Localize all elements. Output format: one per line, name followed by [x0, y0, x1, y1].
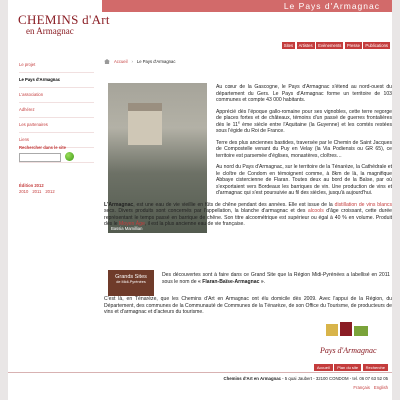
lang-en[interactable]: English	[373, 385, 388, 390]
logo-line2: en Armagnac	[26, 26, 74, 36]
breadcrumb-current: Le Pays d'Armagnac	[136, 59, 176, 64]
nav-evenements[interactable]: Evènements	[318, 43, 342, 48]
grands-sites-badge[interactable]	[108, 270, 154, 296]
search-submit-icon[interactable]	[65, 152, 74, 161]
moyen-age-link[interactable]: Moyen Âge	[119, 221, 145, 227]
distillation-link[interactable]: distillation de vins blancs	[334, 201, 392, 208]
banner	[102, 0, 392, 12]
sidebar-item-pays-armagnac[interactable]: Le Pays d'Armagnac	[19, 73, 94, 88]
address-rest: - 5 quai Jaubert - 32100 CONDOM - tel. 06 07 63 52 05	[280, 376, 388, 381]
footer-recherche[interactable]: Recherche	[363, 364, 388, 371]
edition-years	[19, 189, 59, 194]
armagnac-text4: , il est la plus ancienne eau de vie française.	[144, 221, 245, 227]
footer-links	[312, 364, 388, 371]
photo-caption: Bassia Mamillian	[111, 226, 143, 231]
sidebar-item-association[interactable]: L'association	[19, 88, 94, 103]
grands-sites-end: .	[263, 278, 266, 285]
grands-sites-title: Grands Sites	[115, 274, 147, 280]
page	[8, 0, 392, 400]
language-switcher	[349, 385, 388, 390]
sidebar-item-partenaires[interactable]: Les partenaires	[19, 118, 94, 133]
footer-accueil[interactable]: Accueil	[314, 364, 333, 371]
pays-logo-text: Pays d'Armagnac	[320, 346, 377, 355]
history-text-end: ème siècle entre l'Aquitaine (la Guyenne) et les comtés restées sous l'égide du Roi de France.	[216, 121, 392, 134]
search-input[interactable]	[19, 153, 61, 162]
alcools-link[interactable]: alcools	[307, 208, 324, 214]
armagnac-bold: L'Armagnac	[104, 201, 134, 208]
logo-line1: CHEMINS d'Art	[18, 12, 110, 27]
footer-plan[interactable]: Plan du site	[334, 364, 361, 371]
address-bold: Chemins d'Art en Armagnac	[223, 376, 281, 381]
grands-sites-bold: « Flaran-Baïse-Armagnac »	[197, 278, 264, 285]
search-heading: Rechercher dans le site	[19, 145, 67, 150]
history-paragraph	[216, 109, 392, 135]
armagnac-paragraph	[104, 202, 392, 228]
breadcrumb	[104, 59, 175, 64]
pays-logo-icon	[320, 320, 380, 346]
grands-sites-subtitle: de Midi-Pyrénées	[116, 280, 146, 284]
sidebar-item-liens[interactable]: Liens	[19, 133, 94, 148]
nav-sites[interactable]: Sites	[283, 43, 294, 48]
armagnac-text2: secs. Divers produits sont concernés par l'appellation, la blanche d'armagnac et des	[104, 208, 308, 214]
closing-paragraphs	[104, 296, 392, 321]
breadcrumb-home[interactable]: Accueil	[114, 59, 128, 64]
intro-paragraph: Au cœur de la Gascogne, le Pays d'Armagnac s'étend au nord-ouest du département du Gers. Le Pays d'Armagnac forme un territoire de 103 communes et compte 43 000 habitants.	[216, 84, 392, 103]
edition-2012-link[interactable]: 2012	[45, 189, 55, 194]
nav-presse[interactable]: Presse	[346, 43, 360, 48]
history-sup: e	[237, 119, 240, 124]
armagnac-text1: , est une eau de vie vieillie en fûts de chêne pendant des années. Elle est issue de la	[133, 201, 335, 208]
footer-address	[224, 376, 388, 381]
nav-publications[interactable]: Publications	[365, 43, 388, 48]
home-icon[interactable]	[104, 59, 110, 64]
edition-2010-link[interactable]: 2010	[19, 189, 29, 194]
bastides-paragraph: Terre des plus anciennes bastides, traversée par le Chemin de Saint Jacques de Compostelle venant du Puy en Velay (la Via Podiensis ou GR 65), ce territoire est parsemée d'églises, monastères, cloîtres…	[216, 139, 392, 159]
sidebar-item-adherez[interactable]: Adhérez	[19, 103, 94, 118]
breadcrumb-separator: ›	[131, 59, 133, 64]
nav-artistes[interactable]: Artistes	[298, 43, 313, 48]
sidebar-item-projet[interactable]: Le projet	[19, 58, 94, 73]
closing-paragraph: C'est là, en Ténarèze, que les Chemins d'Art en Armagnac ont élu domicile dès 2009. Avec l'appui de la Région, du Département, des communes de la Communauté de Communes de la Ténarèze, de son Office du Tourisme, de producteurs de vins et d'armagnac et d'acteurs du tourisme.	[104, 296, 392, 315]
pays-armagnac-logo	[320, 320, 380, 360]
lang-fr[interactable]: Français	[353, 385, 370, 390]
main-content	[104, 84, 392, 233]
tenareze-paragraph: Au nord du Pays d'Armagnac, sur le territoire de la Ténarèze, la Cathédrale et le cloître de Condom en témoignent comme, à 8km de là, la magnifique Abbaye cistercienne de Flaran. Toutes deux au bord de la Baïse, par où s'exportaient vers Bordeaux les barriques de vin. Une production de vins et d'armagnac qui s'est poursuivie au fil des siècles, jusqu'à aujourd'hui.	[216, 164, 392, 196]
footer-divider	[8, 372, 392, 373]
grands-sites-body: Des découvertes sont à faire dans ce Grand Site que la Région Midi-Pyrénées a labellisé en 2011 sous le nom de	[162, 272, 390, 285]
header	[8, 0, 392, 46]
history-text: Apprécié dès l'époque gallo-romaine pour ses vignobles, cette terre regorge de places fortes et de châteaux, témoins d'un passé de guerres frontalières dès le 11	[216, 108, 392, 128]
armagnac-text3: d'âge croissant, cette durée représentant le temps passé en barrique de chêne. Son titre alcoométrique est supérieur ou égal à 40 % en volume. Produit dès le	[104, 208, 392, 227]
edition-heading: Édition 2012	[19, 183, 44, 188]
banner-title: Le Pays d'Armagnac	[283, 1, 380, 11]
site-logo[interactable]	[18, 12, 110, 36]
edition-2011-link[interactable]: 2011	[32, 189, 42, 194]
grands-sites-text	[162, 272, 390, 285]
top-nav	[280, 42, 390, 49]
